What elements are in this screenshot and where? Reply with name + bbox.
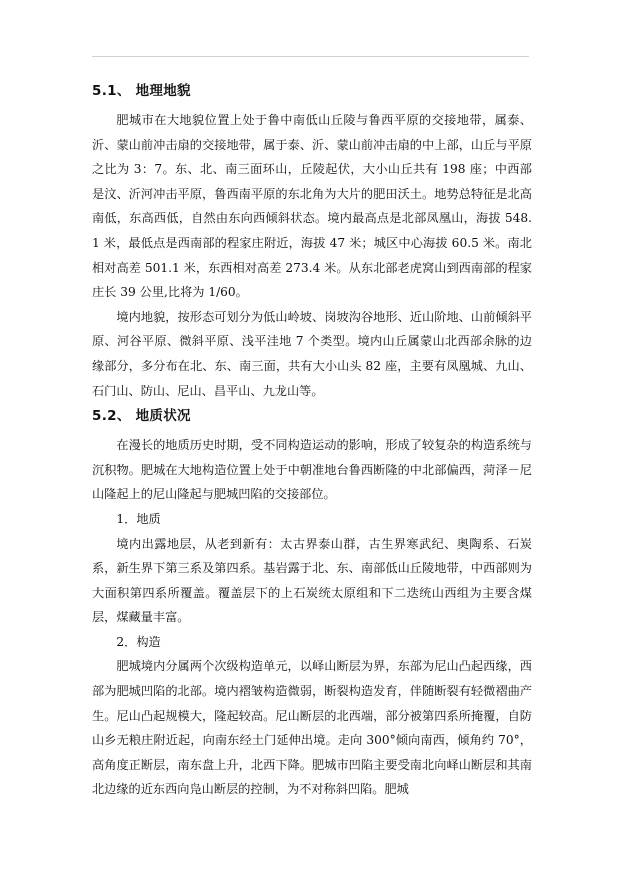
section-heading-geography: 5.1、 地理地貌	[92, 83, 191, 99]
subsection-label-structure: 2．构造	[116, 634, 161, 649]
paragraph-terrain-overview: 肥城市在大地貌位置上处于鲁中南低山丘陵与鲁西平原的交接地带，属泰、沂、蒙山前冲击扇的交接地带，属于泰、沂、蒙山前冲击扇的中上部，山丘与平原之比为 3：7。东、北、南三面环山，丘陵起伏，大小山丘共有 198 座；中西部是汶、沂河冲击平原，鲁西南平原的东北角为大片的肥田沃土。地势总特征是北高南低，东高西低，自然由东向西倾斜状态。境内最高点是北部凤凰山，海拔 548.1 米，最低点是西南部的程家庄附近，海拔 47 米；城区中心海拔 60.5 米。南北相对高差 501.1 米，东西相对高差 273.4 米。从东北部老虎窝山到西南部的程家庄长 39 公里,比将为 1/60。	[92, 113, 532, 300]
subsection-label-stratigraphy: 1．地质	[116, 511, 161, 526]
paragraph-geology-intro: 在漫长的地质历史时期，受不同构造运动的影响，形成了较复杂的构造系统与沉积物。肥城在大地构造位置上处于中朝准地台鲁西断隆的中北部偏西，菏泽－尼山隆起上的尼山隆起与肥城凹陷的交接部位。	[92, 438, 532, 502]
header-rule	[92, 56, 529, 57]
section-heading-geology: 5.2、 地质状况	[92, 408, 191, 425]
paragraph-landform-types: 境内地貌，按形态可划分为低山岭坡、岗坡沟谷地形、近山阶地、山前倾斜平原、河谷平原、微斜平原、浅平洼地 7 个类型。境内山丘属蒙山北西部余脉的边缘部分，多分布在北、东、南三面，共有大小山头 82 座，主要有凤凰城、九山、石门山、防山、尼山、昌平山、九龙山等。	[92, 309, 532, 398]
document-body	[92, 78, 532, 802]
paragraph-structure: 肥城境内分属两个次级构造单元，以峄山断层为界，东部为尼山凸起西缘，西部为肥城凹陷的北部。境内褶皱构造微弱，断裂构造发育，伴随断裂有轻微褶曲产生。尼山凸起规模大，隆起较高。尼山断层的北西端，部分被第四系所掩覆，自防山乡无粮庄附近起，向南东经土门延伸出境。走向 300°倾向南西，倾角约 70°，高角度正断层，南东盘上升，北西下降。肥城市凹陷主要受南北向峄山断层和其南北边缘的近东西向凫山断层的控制，为不对称斜凹陷。肥城	[92, 659, 532, 797]
paragraph-stratigraphy: 境内出露地层，从老到新有：太古界泰山群，古生界寒武纪、奥陶系、石炭系，新生界下第三系及第四系。基岩露于北、东、南部低山丘陵地带，中西部则为大面积第四系所覆盖。覆盖层下的上石炭统太原组和下二迭统山西组为主要含煤层，煤藏量丰富。	[92, 536, 532, 625]
